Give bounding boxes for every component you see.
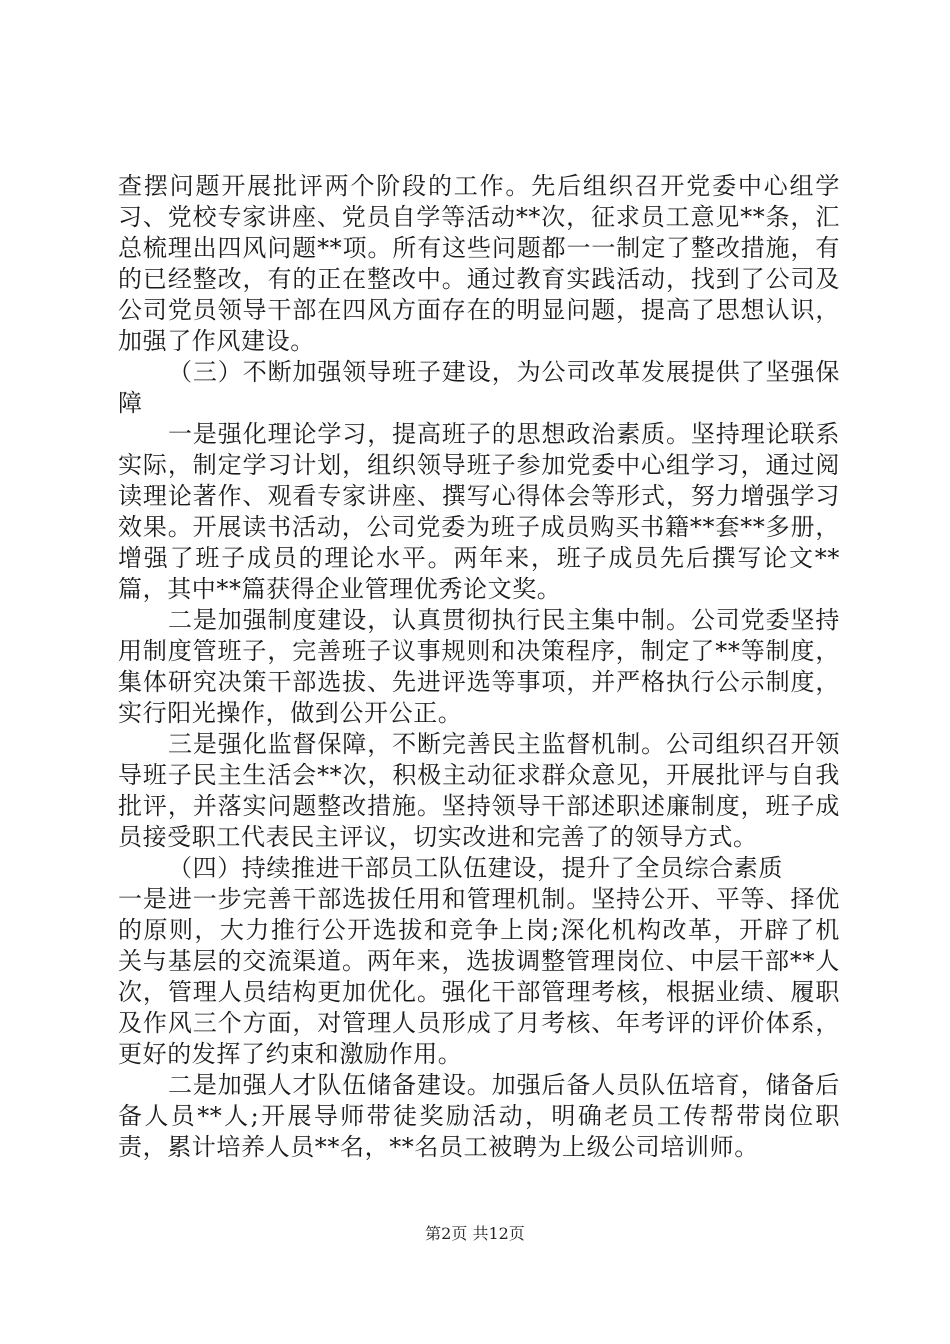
paragraph-talent-reserve: 二是加强人才队伍储备建设。加强后备人员队伍培育，储备后备人员**人;开展导师带徒奖励活动，明确老员工传帮带岗位职责，累计培养人员**名，**名员工被聘为上级公司培训师。 [118,1071,840,1161]
paragraph-supervision: 三是强化监督保障，不断完善民主监督机制。公司组织召开领导班子民主生活会**次，积极主动征求群众意见，开展批评与自我批评，并落实问题整改措施。坚持领导干部述职述廉制度，班子成员接受职工代表民主评议，切实改进和完善了的领导方式。 [118,730,840,851]
paragraph-cadre-selection: 一是进一步完善干部选拔任用和管理机制。坚持公开、平等、择优的原则，大力推行公开选拔和竞争上岗;深化机构改革，开辟了机关与基层的交流渠道。两年来，选拔调整管理岗位、中层干部**人次，管理人员结构更加优化。强化干部管理考核，根据业绩、履职及作风三个方面，对管理人员形成了月考核、年考评的评价体系，更好的发挥了约束和激励作用。 [118,885,840,1068]
paragraph-system-building: 二是加强制度建设，认真贯彻执行民主集中制。公司党委坚持用制度管班子，完善班子议事规则和决策程序，制定了**等制度，集体研究决策干部选拔、先进评选等事项，并严格执行公示制度，实行阳光操作，做到公开公正。 [118,606,840,727]
page-number-footer: 第2页 共12页 [425,1224,525,1243]
paragraph-theory-study: 一是强化理论学习，提高班子的思想政治素质。坚持理论联系实际，制定学习计划，组织领导班子参加党委中心组学习，通过阅读理论著作、观看专家讲座、撰写心得体会等形式，努力增强学习效果。开展读书活动，公司党委为班子成员购买书籍**套**多册，增强了班子成员的理论水平。两年来，班子成员先后撰写论文**篇，其中**篇获得企业管理优秀论文奖。 [118,420,840,603]
section-heading-3: （三）不断加强领导班子建设，为公司改革发展提供了坚强保障 [118,358,840,417]
paragraph-continuation: 查摆问题开展批评两个阶段的工作。先后组织召开党委中心组学习、党校专家讲座、党员自学等活动**次，征求员工意见**条，汇总梳理出四风问题**项。所有这些问题都一一制定了整改措施，有的已经整改，有的正在整改中。通过教育实践活动，找到了公司及公司党员领导干部在四风方面存在的明显问题，提高了思想认识，加强了作风建设。 [118,172,840,355]
section-heading-4: （四）持续推进干部员工队伍建设，提升了全员综合素质 [168,854,783,882]
document-body [118,171,840,1163]
